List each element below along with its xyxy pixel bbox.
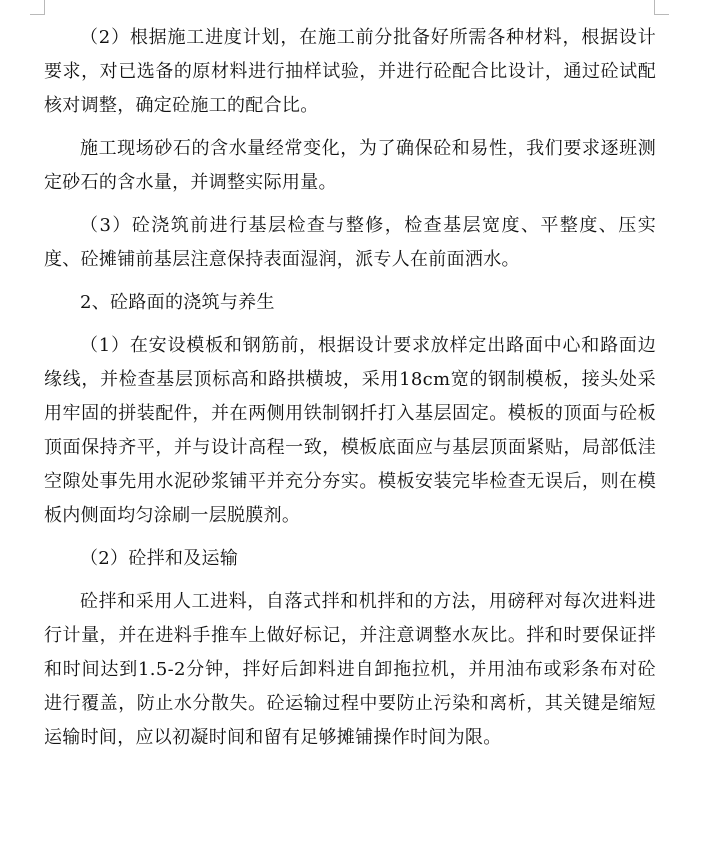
- subheading-mixing-transport: （2）砼拌和及运输: [80, 548, 239, 569]
- paragraph-formwork: （1）在安设模板和钢筋前，根据设计要求放样定出路面中心和路面边缘线，并检查基层顶标高和路拱横坡，采用18cm宽的钢制模板，接头处采用牢固的拼装配件，并在两侧用铁制钢扦打入基层固定。模板的顶面与砼板顶面保持齐平，并与设计高程一致，模板底面应与基层顶面紧贴，局部低洼空隙处事先用水泥砂浆铺平并充分夯实。模板安装完毕检查无误后，则在模板内侧面均匀涂刷一层脱膜剂。: [44, 335, 656, 526]
- paragraph-mixing: 砼拌和采用人工进料，自落式拌和机拌和的方法，用磅秤对每次进料进行计量，并在进料手推车上做好标记，并注意调整水灰比。拌和时要保证拌和时间达到1.5-2分钟，拌好后卸料进自卸拖拉机，并用油布或彩条布对砼进行覆盖，防止水分散失。砼运输过程中要防止污染和离析，其关键是缩短运输时间，应以初凝时间和留有足够摊铺操作时间为限。: [44, 591, 656, 748]
- document-body: [44, 21, 656, 764]
- paragraph-material-preparation: （2）根据施工进度计划，在施工前分批备好所需各种材料，根据设计要求，对已选备的原材料进行抽样试验，并进行砼配合比设计，通过砼试配核对调整，确定砼施工的配合比。: [44, 27, 656, 116]
- section-heading-pouring-curing: 2、砼路面的浇筑与养生: [80, 292, 275, 313]
- page-corner-mark-left: [30, 0, 45, 15]
- paragraph-moisture-content: 施工现场砂石的含水量经常变化，为了确保砼和易性，我们要求逐班测定砂石的含水量，并调整实际用量。: [44, 138, 656, 193]
- page-corner-mark-right: [654, 0, 669, 15]
- paragraph-base-inspection: （3）砼浇筑前进行基层检查与整修，检查基层宽度、平整度、压实度、砼摊铺前基层注意保持表面湿润，派专人在前面洒水。: [44, 215, 656, 270]
